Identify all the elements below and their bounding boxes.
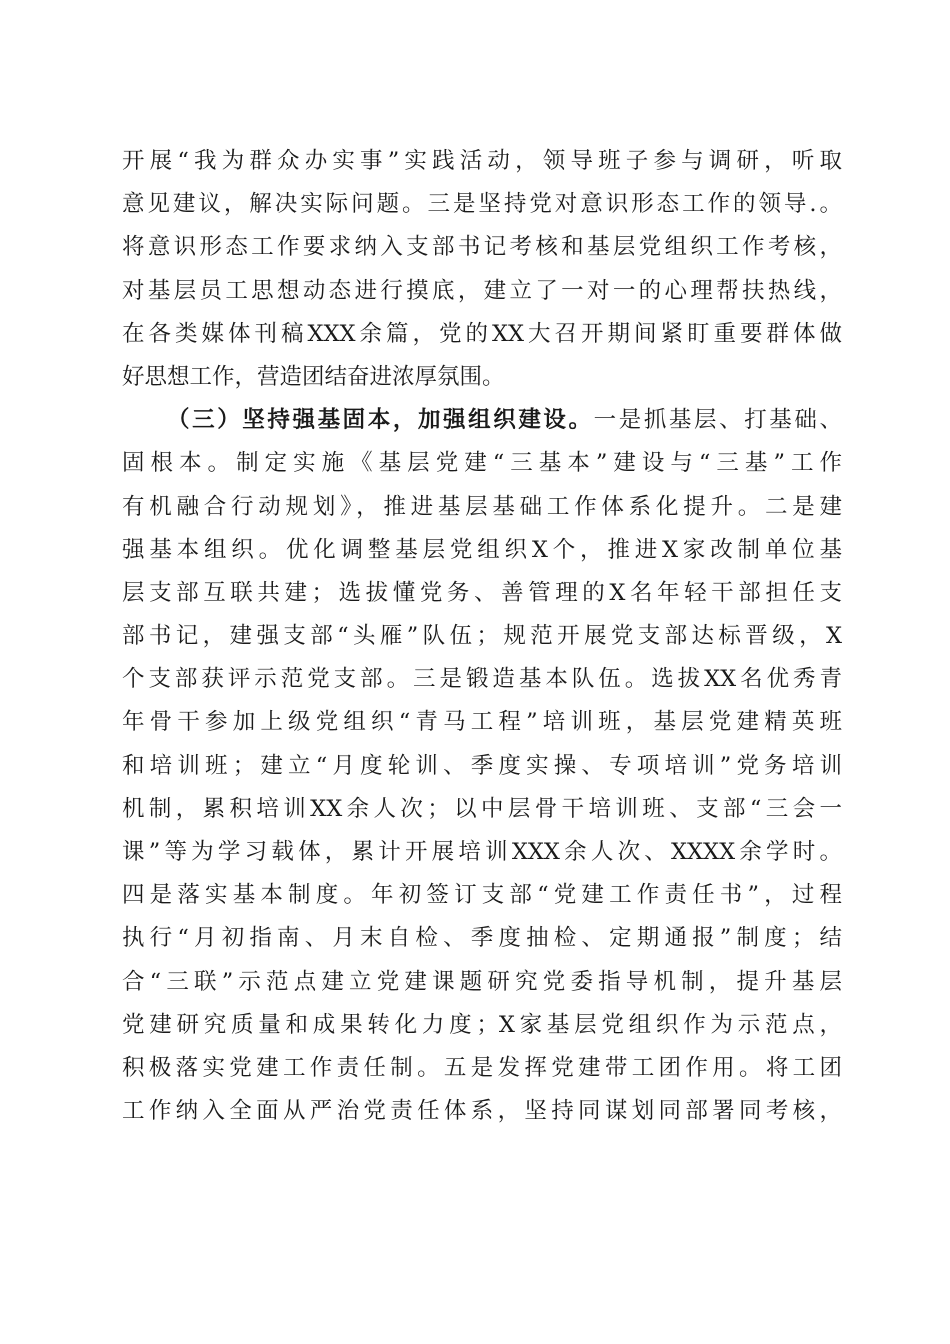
text-line: 个支部获评示范党支部。三是锻造基本队伍。选拔XX名优秀青	[122, 666, 842, 693]
text-line: 和培训班；建立“月度轮训、季度实操、专项培训”党务培训	[122, 752, 842, 779]
section-heading: （三）坚持强基固本，加强组织建设。	[167, 407, 594, 434]
text-line: 课”等为学习载体，累计开展培训XXX余人次、XXXX余学时。	[122, 839, 842, 865]
text-line: 有机融合行动规划》，推进基层基础工作体系化提升。二是建	[122, 493, 842, 520]
text-line: 工作纳入全面从严治党责任体系，坚持同谋划同部署同考核，	[122, 1098, 842, 1125]
text-line: 将意识形态工作要求纳入支部书记考核和基层党组织工作考核，	[122, 234, 842, 261]
text-line: 执行“月初指南、月末自检、季度抽检、定期通报”制度；结	[122, 925, 842, 952]
text-line: 合“三联”示范点建立党建课题研究党委指导机制，提升基层	[122, 968, 842, 995]
text-line: 党建研究质量和成果转化力度；X家基层党组织作为示范点，	[122, 1011, 842, 1038]
section-first-line-text: 一是抓基层、打基础、	[593, 407, 842, 434]
text-line: 对基层员工思想动态进行摸底，建立了一对一的心理帮扶热线，	[122, 277, 842, 304]
text-line: 机制，累积培训XX余人次；以中层骨干培训班、支部“三会一	[122, 795, 842, 822]
text-line: 部书记，建强支部“头雁”队伍；规范开展党支部达标晋级，X	[122, 623, 842, 650]
text-line: 强基本组织。优化调整基层党组织X个，推进X家改制单位基	[122, 536, 842, 563]
section-first-line	[122, 399, 842, 442]
document-body	[122, 140, 842, 1133]
text-line: 固根本。制定实施《基层党建“三基本”建设与“三基”工作	[122, 450, 842, 477]
text-line: 积极落实党建工作责任制。五是发挥党建带工团作用。将工团	[122, 1054, 842, 1081]
text-line: 年骨干参加上级党组织“青马工程”培训班，基层党建精英班	[122, 709, 842, 736]
text-line: 四是落实基本制度。年初签订支部“党建工作责任书”，过程	[122, 882, 842, 909]
text-line: 在各类媒体刊稿XXX余篇，党的XX大召开期间紧盯重要群体做	[122, 320, 842, 347]
text-line: 意见建议，解决实际问题。三是坚持党对意识形态工作的领导.。	[122, 191, 842, 218]
text-line: 开展“我为群众办实事”实践活动，领导班子参与调研，听取	[122, 148, 842, 174]
text-line: 层支部互联共建；选拔懂党务、善管理的X名年轻干部担任支	[122, 579, 842, 606]
text-line: 好思想工作，营造团结奋进浓厚氛围。	[122, 363, 505, 390]
